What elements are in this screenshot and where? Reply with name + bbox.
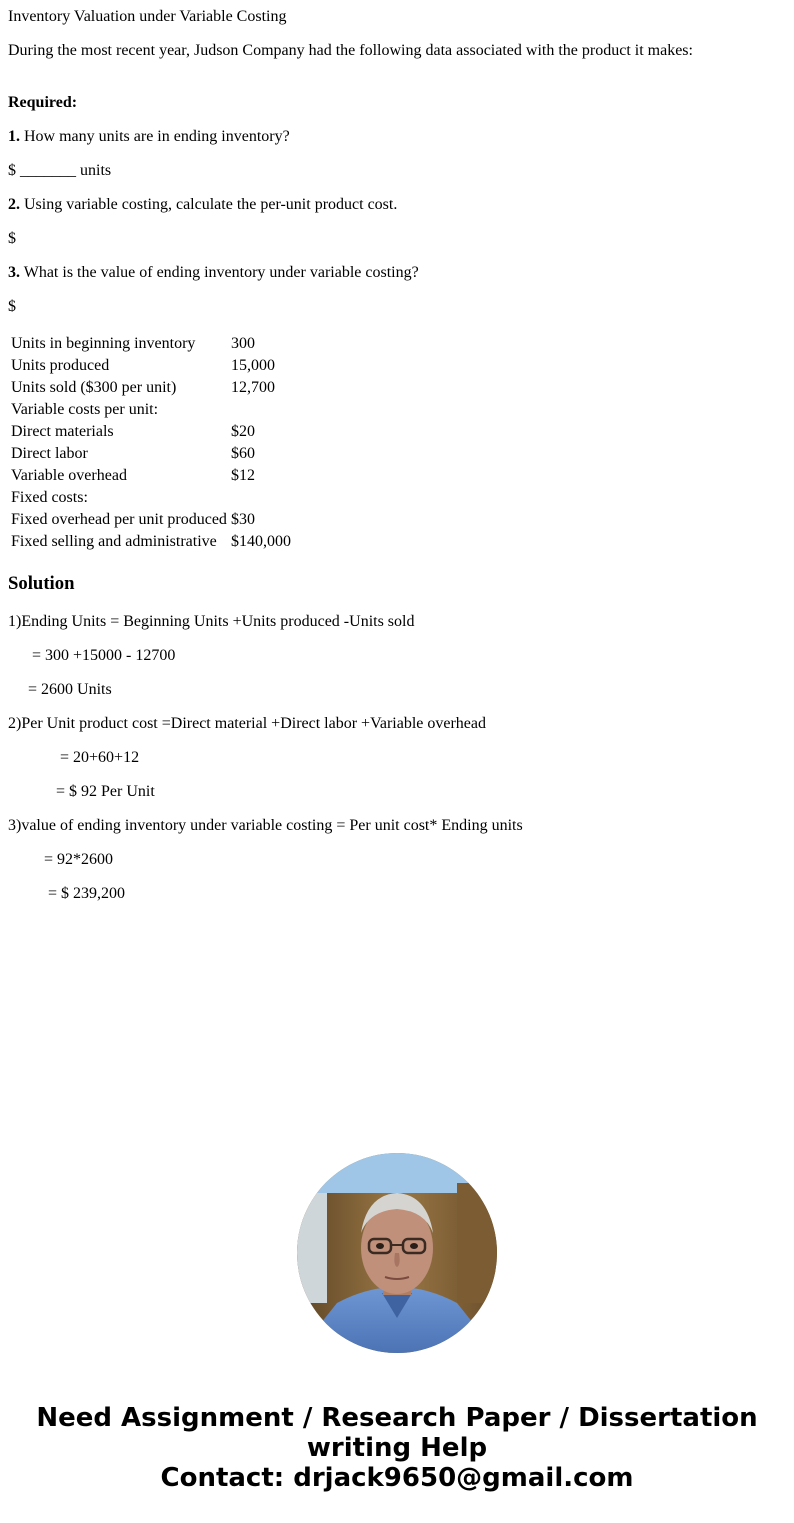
solution-line: = $ 92 Per Unit (56, 783, 155, 800)
table-value: $12 (230, 467, 255, 484)
answer-line-1: $ _______ units (8, 162, 112, 179)
table-label: Variable overhead (11, 467, 127, 484)
question-3-text: What is the value of ending inventory under variable costing? (23, 264, 419, 281)
table-row (10, 400, 292, 420)
question-2 (8, 196, 397, 214)
promo-line-2: writing Help (306, 1433, 488, 1463)
person-photo-icon (297, 1153, 497, 1353)
table-label: Fixed overhead per unit produced (11, 511, 227, 528)
promo-line-1: Need Assignment / Research Paper / Dissertation (36, 1403, 758, 1433)
answer-line-2: $ (8, 230, 16, 247)
table-label: Units sold ($300 per unit) (11, 379, 177, 396)
promo-banner (0, 1403, 794, 1493)
table-value: $20 (230, 423, 255, 440)
table-label: Units in beginning inventory (11, 335, 196, 352)
table-label: Direct labor (11, 445, 88, 462)
required-label: Required: (8, 94, 78, 111)
question-1-number: 1. (8, 128, 20, 145)
question-2-text: Using variable costing, calculate the per-unit product cost. (24, 196, 398, 213)
table-value: 300 (230, 335, 255, 352)
table-row (10, 466, 292, 486)
table-row (10, 488, 292, 508)
question-1 (8, 128, 290, 146)
solution-line: = 20+60+12 (60, 749, 140, 766)
solution-line: 1)Ending Units = Beginning Units +Units produced -Units sold (8, 613, 415, 630)
solution-line: 2)Per Unit product cost =Direct material +Direct labor +Variable overhead (8, 715, 486, 732)
table-value (230, 488, 292, 508)
table-label: Direct materials (11, 423, 114, 440)
intro-text: During the most recent year, Judson Company had the following data associated with the product it makes: (8, 42, 693, 59)
table-row (10, 532, 292, 552)
document-title: Inventory Valuation under Variable Costing (8, 8, 287, 25)
solution-heading: Solution (8, 573, 75, 594)
table-label: Units produced (11, 357, 110, 374)
table-row (10, 334, 292, 354)
promo-contact: Contact: drjack9650@gmail.com (160, 1463, 634, 1493)
table-row (10, 378, 292, 398)
data-table (8, 332, 294, 554)
solution-line: = 300 +15000 - 12700 (32, 647, 176, 664)
table-row (10, 510, 292, 530)
table-label: Variable costs per unit: (11, 401, 159, 418)
solution-line: = 92*2600 (44, 851, 114, 868)
answer-line-3: $ (8, 298, 16, 315)
table-value: $140,000 (230, 533, 291, 550)
table-row (10, 444, 292, 464)
solution-line: = 2600 Units (28, 681, 112, 698)
table-value: $30 (230, 511, 255, 528)
solution-line: = $ 239,200 (48, 885, 126, 902)
question-1-text: How many units are in ending inventory? (24, 128, 290, 145)
avatar (297, 1153, 497, 1353)
table-value: 12,700 (230, 379, 275, 396)
solution-line: 3)value of ending inventory under variable costing = Per unit cost* Ending units (8, 817, 523, 834)
question-3-number: 3. (8, 264, 20, 281)
table-value: $60 (230, 445, 255, 462)
table-label: Fixed costs: (11, 489, 88, 506)
table-value (230, 400, 292, 420)
table-row (10, 356, 292, 376)
question-3 (8, 264, 419, 282)
table-row (10, 422, 292, 442)
table-label: Fixed selling and administrative (11, 533, 217, 550)
table-value: 15,000 (230, 357, 275, 374)
question-2-number: 2. (8, 196, 20, 213)
